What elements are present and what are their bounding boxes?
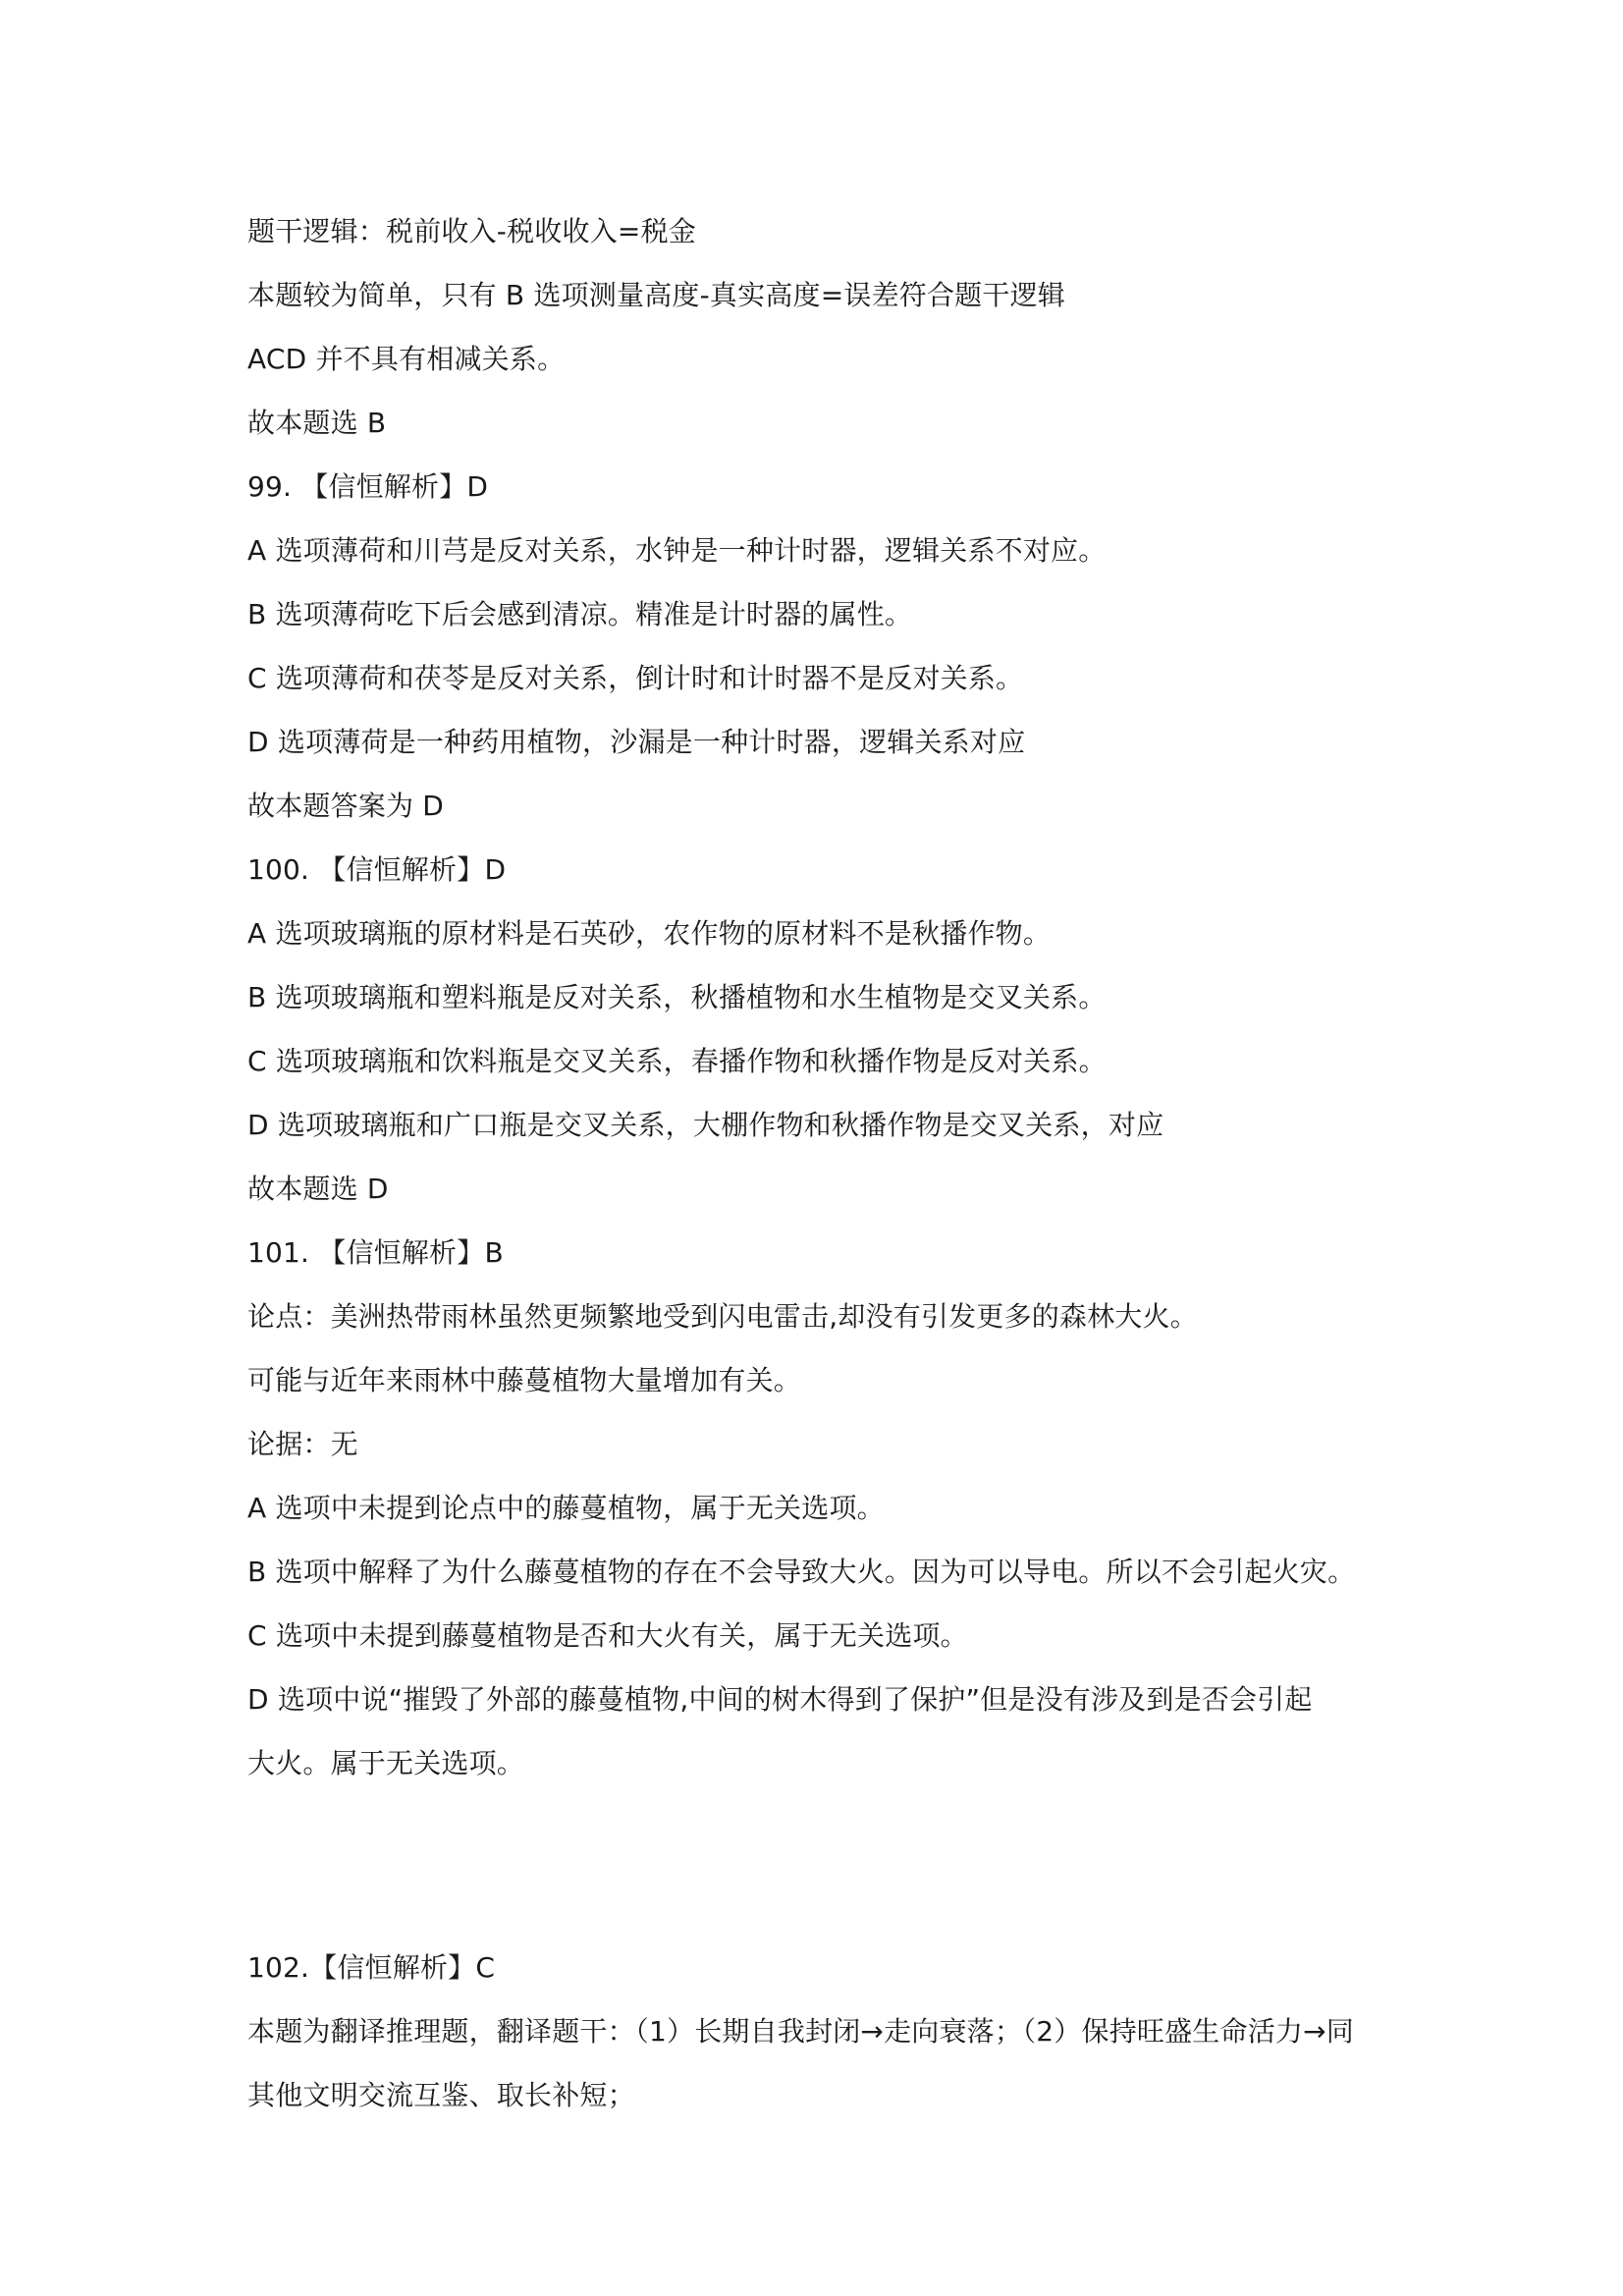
text-line: 故本题选 D (247, 1173, 389, 1205)
question-heading: 100. 【信恒解析】D (247, 853, 507, 886)
text-line: C 选项薄荷和茯苓是反对关系，倒计时和计时器不是反对关系。 (247, 662, 1024, 694)
text-line: B 选项薄荷吃下后会感到清凉。精准是计时器的属性。 (247, 598, 913, 630)
text-line: 论据：无 (247, 1428, 358, 1460)
text-line: 可能与近年来雨林中藤蔓植物大量增加有关。 (247, 1364, 802, 1396)
text-line: A 选项薄荷和川芎是反对关系，水钟是一种计时器，逻辑关系不对应。 (247, 534, 1107, 567)
question-heading: 102.【信恒解析】C (247, 1951, 496, 1984)
text-line: D 选项薄荷是一种药用植物，沙漏是一种计时器，逻辑关系对应 (247, 726, 1026, 758)
question-heading: 99. 【信恒解析】D (247, 470, 489, 503)
question-heading: 101. 【信恒解析】B (247, 1236, 504, 1269)
text-line: B 选项玻璃瓶和塑料瓶是反对关系，秋播植物和水生植物是交叉关系。 (247, 981, 1107, 1013)
text-line: 本题为翻译推理题，翻译题干：（1）长期自我封闭→走向衰落；（2）保持旺盛生命活力→同 (247, 2015, 1354, 2048)
text-line: 其他文明交流互鉴、取长补短； (247, 2079, 635, 2111)
text-line: A 选项中未提到论点中的藤蔓植物，属于无关选项。 (247, 1492, 885, 1524)
text-line: 本题较为简单，只有 B 选项测量高度-真实高度=误差符合题干逻辑 (247, 279, 1065, 311)
text-line: ACD 并不具有相减关系。 (247, 343, 566, 375)
text-line: B 选项中解释了为什么藤蔓植物的存在不会导致大火。因为可以导电。所以不会引起火灾。 (247, 1556, 1356, 1588)
text-line: 论点：美洲热带雨林虽然更频繁地受到闪电雷击,却没有引发更多的森林大火。 (247, 1300, 1198, 1333)
text-line: 大火。属于无关选项。 (247, 1747, 525, 1779)
text-line: 题干逻辑：税前收入-税收收入=税金 (247, 215, 696, 247)
text-line: D 选项玻璃瓶和广口瓶是交叉关系，大棚作物和秋播作物是交叉关系，对应 (247, 1109, 1164, 1141)
text-line: C 选项中未提到藤蔓植物是否和大火有关，属于无关选项。 (247, 1619, 968, 1652)
text-line: A 选项玻璃瓶的原材料是石英砂，农作物的原材料不是秋播作物。 (247, 917, 1052, 950)
text-line: 故本题答案为 D (247, 790, 445, 822)
text-line: C 选项玻璃瓶和饮料瓶是交叉关系，春播作物和秋播作物是反对关系。 (247, 1045, 1107, 1077)
text-line: D 选项中说“摧毁了外部的藤蔓植物,中间的树木得到了保护”但是没有涉及到是否会引起 (247, 1683, 1313, 1716)
text-line: 故本题选 B (247, 407, 387, 439)
